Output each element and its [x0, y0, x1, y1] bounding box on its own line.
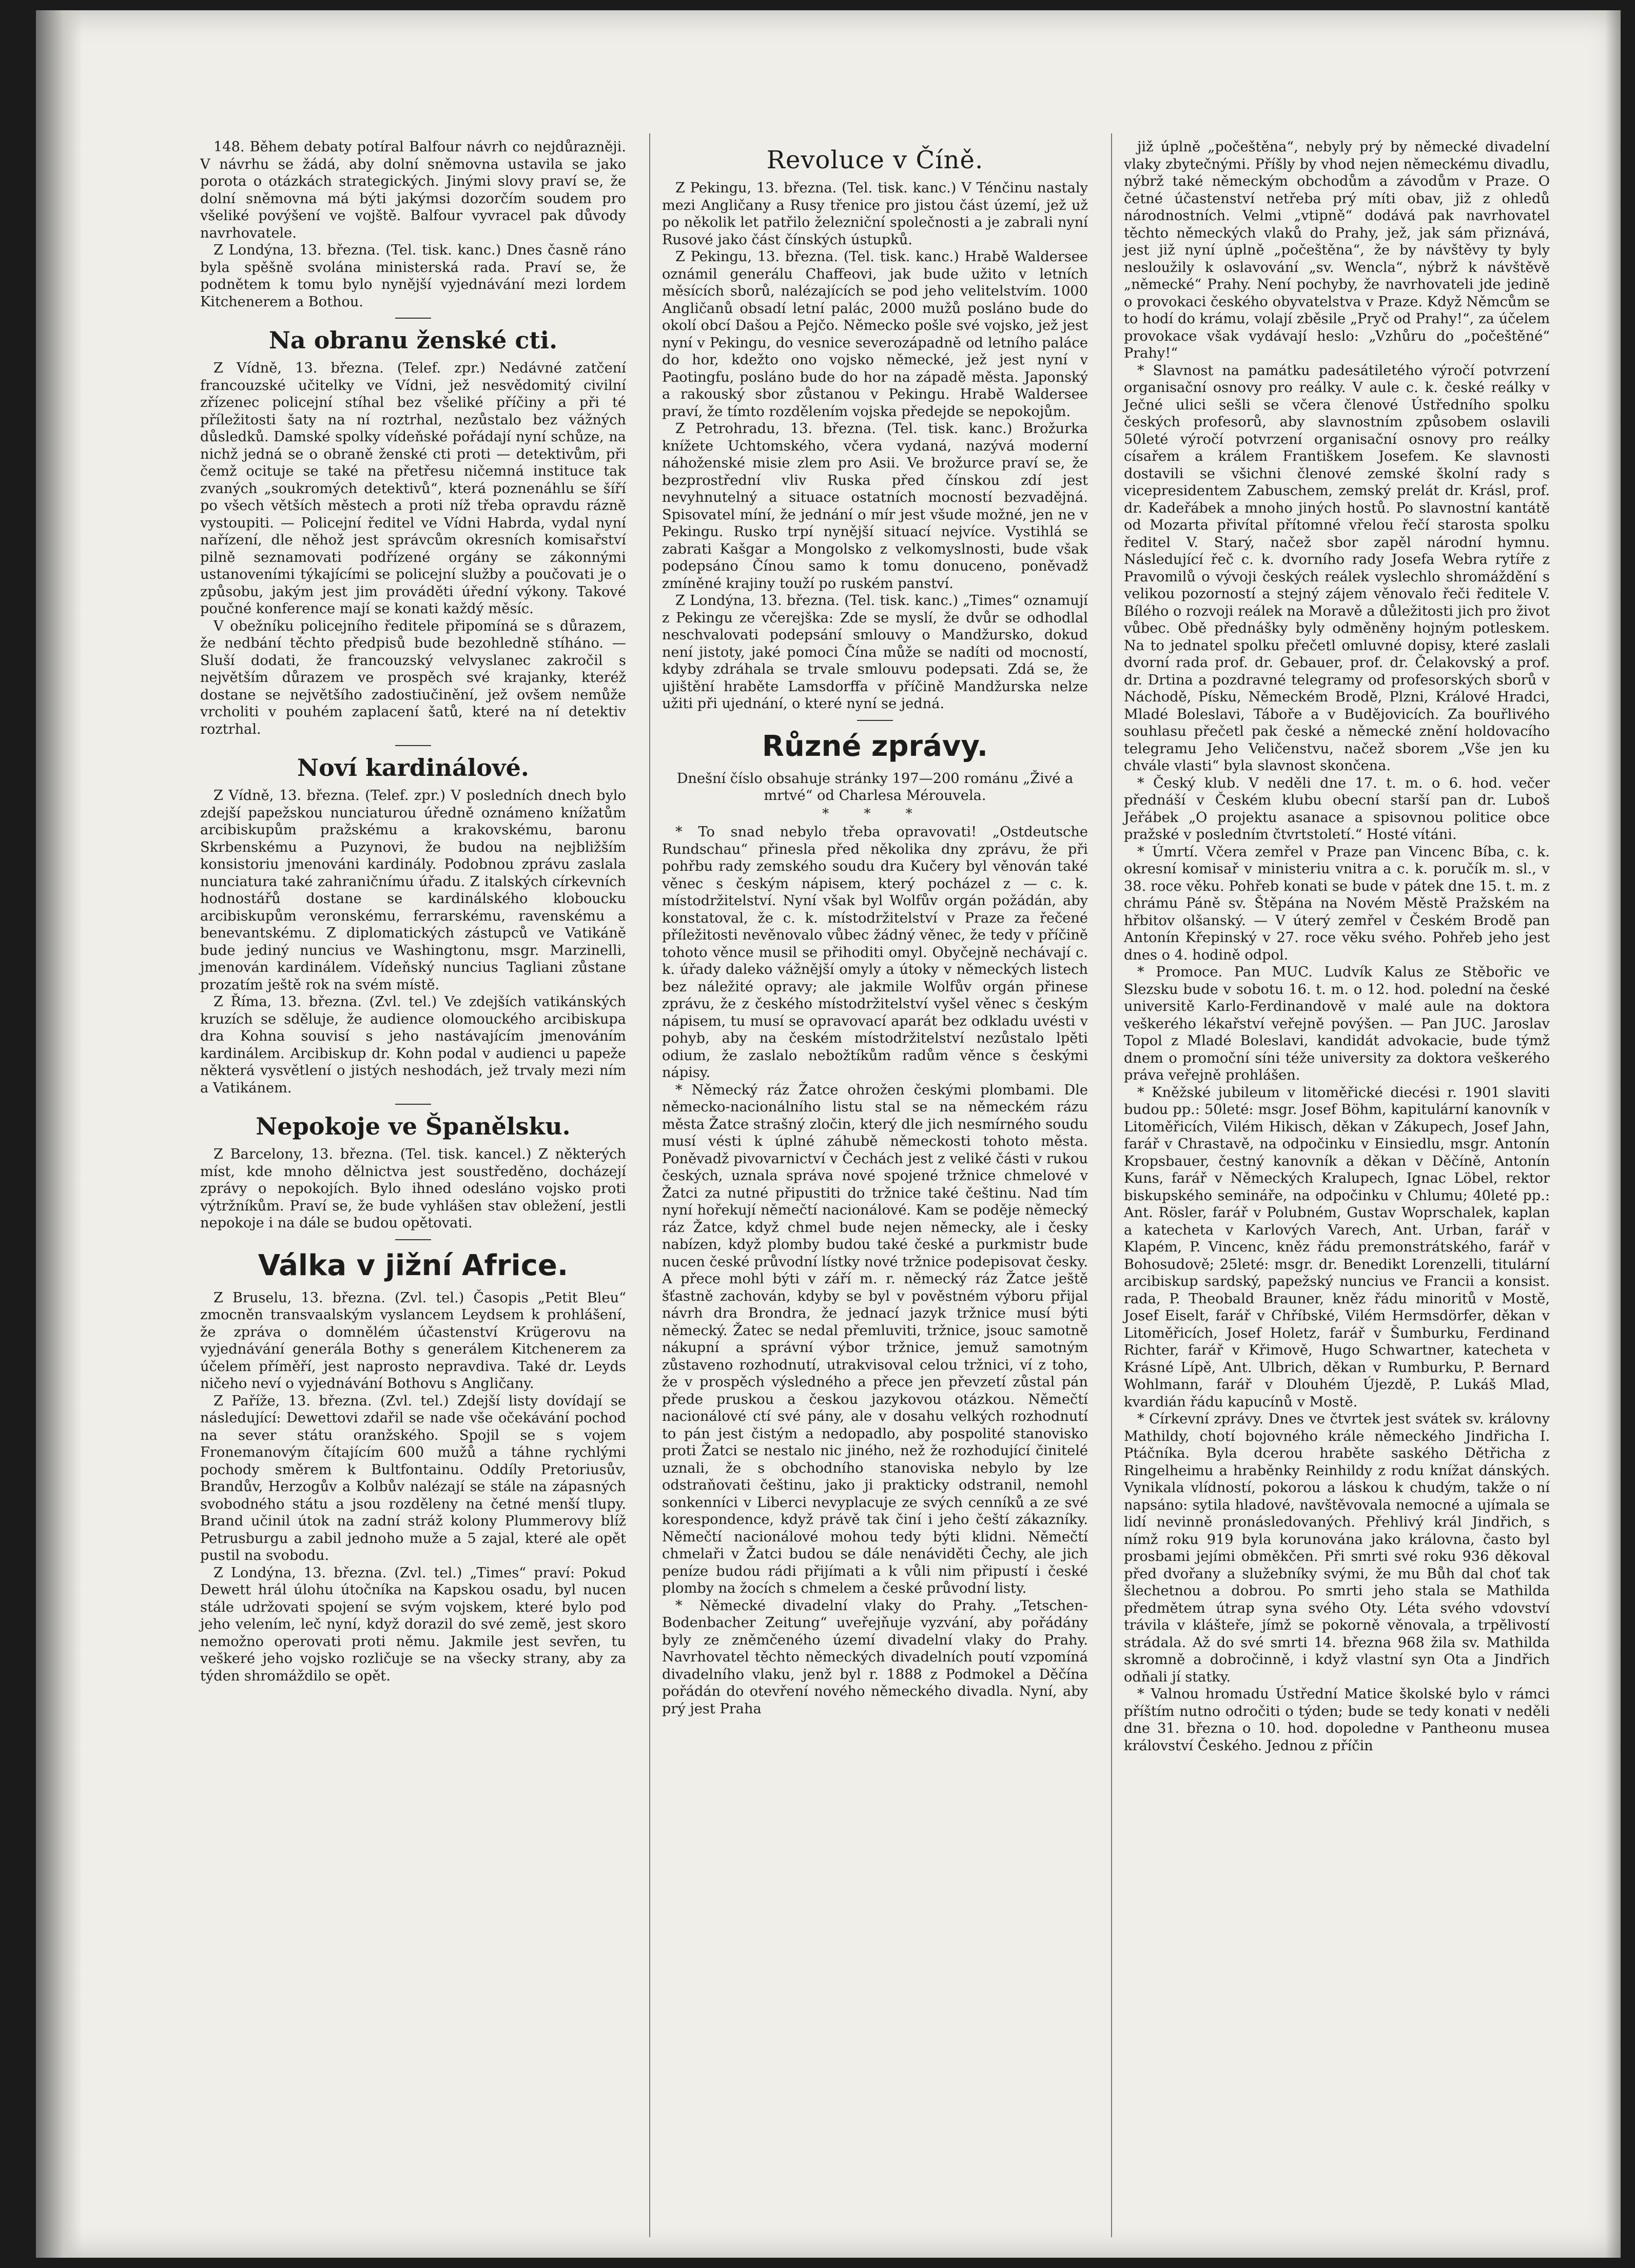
headline-obrana: Na obranu ženské cti. — [268, 326, 558, 354]
article-text: Z Vídně, 13. března. (Telef. zpr.) V posledních dnech bylo zdejší papežskou nunciaturou úředně oznámeno knížatům arcibiskupům pražskému a krakovskému, baronu Skrbenskému a Puzynovi, že budou na nejbližším konsistoriu jmenováni kardinály. Podobnou zprávu zaslala nunciatura také zahraničnímu úřadu. Z italských církevních hodnostářů dostane se kardinálského kloboucku arcibiskupům veronskému, ferrarskému, ravenskému a benevantskému. Z diplomatických zástupců ve Vatikáně bude jediný nuncius ve Washingtonu, msgr. Marzinelli, jmenován kardinálem. Vídeňský nuncius Tagliani zůstane prozatím ještě rok na svém místě. — [200, 788, 626, 993]
article-text: Z Londýna, 13. března. (Tel. tisk. kanc.) „Times“ oznamují z Pekingu ze včerejška: Zde se myslí, že dvůr se odhodlal neschvalovati podepsání smlouvy o Mandžursko, dokud není jistoty, jaké pomoci Čína může se nadíti od mocností, kdyby zdráhala se trvale smlouvu podepsati. Zdá se, že ujištění hraběte Lamsdorffa v příčině Mandžurska nelze užiti při ujednání, o které nyní se jedná. — [662, 593, 1088, 712]
section-divider — [395, 1104, 431, 1105]
article-text: * Německé divadelní vlaky do Prahy. „Tetschen-Bodenbacher Zeitung“ uveřejňuje vyzvání, aby pořádány byly ze zněmčeného území divadelní vlaky do Prahy. Navrhovatel těchto německých divadelních poutí vzpomíná divadelního vlaku, jenž byl r. 1888 z Podmokel a Děčína pořádán do otevření nového německého divadla. Nyní, aby prý jest Praha — [662, 1597, 1088, 1717]
headline-spanelsko: Nepokoje ve Španělsku. — [256, 1112, 571, 1140]
column-1 — [200, 139, 626, 1685]
column-3 — [1124, 139, 1550, 1754]
article-text: * Český klub. V neděli dne 17. t. m. o 6. hod. večer přednáší v Českém klubu obecní starší pan dr. Luboš Jeřábek „O projektu asanace a spisovnou politice obce pražské v posledním čtvrtstoletí.“ Hosté vítáni. — [1124, 775, 1550, 843]
article-text: již úplně „počeštěna“, nebyly prý by německé divadelní vlaky zbytečnými. Příšly by vhod nejen německému divadlu, nýbrž také německým obchodům a závodům v Praze. O četné účastenství netřeba prý míti obav, již z ohledů národnostních. Velmi „vtipně“ dodává pak navrhovatel těchto německých vlaků do Prahy, jež, jak sám přiznává, jest již nyní úplně „počeštěna“, že by návštěvy ty byly nesloužily k oslavování „sv. Wencla“, nýbrž k návštěvě „německé“ Prahy. Není pochyby, že navrhovateli jde jedině o provokaci českého obyvatelstva v Praze. Když Němcům se to hodí do krámu, volají zběsile „Pryč od Prahy!“, za účelem provokace však vydávají heslo: „Vzhůru do „počeštěné“ Prahy!“ — [1124, 139, 1550, 361]
article-text: Z Londýna, 13. března. (Zvl. tel.) „Times“ praví: Pokud Dewett hrál úlohu útočníka na Kapskou osadu, byl nucen stále udržovati spojení se svým vojskem, které bylo pod jeho velením, leč nyní, když dorazil do své země, jest skoro nemožno operovati proti němu. Jakmile jest sevřen, tu veškeré jeho vojsko rozličuje se na všecky strany, aby za týden shromáždilo se opět. — [200, 1565, 626, 1684]
article-text: Z Pekingu, 13. března. (Tel. tisk. kanc.) Hrabě Waldersee oznámil generálu Chaffeovi, jak bude užito v letních měsících sborů, nalézajících se pod jeho velitelstvím. 1000 Angličanů obsadí letní palác, 2000 mužů posláno bude do okolí obcí Dašou a Pejčo. Německo pošle své vojsko, jež jest nyní v Pekingu, do vesnice severozápadně od letního paláce do hor, kdežto ono vojsko německé, jež jest nyní v Paotingfu, posláno bude do hor na západě města. Japonský a rakouský sbor zůstanou v Pekingu. Hrabě Waldersee praví, že tímto rozdělením vojska předejde se nepokojům. — [662, 249, 1088, 420]
article-text: Z Bruselu, 13. března. (Zvl. tel.) Časopis „Petit Bleu“ zmocněn transvaalským vyslancem Leydsem k prohlášení, že zpráva o domnělém účastenství Krügerovu na vyjednávání generála Bothy s generálem Kitchenerem za účelem příměří, jest naprosto nepravdiva. Také dr. Leyds ničeho neví o vyjednávání Bothovu s Angličany. — [200, 1289, 626, 1392]
column-rule-2 — [1111, 133, 1112, 2237]
headline-revoluce: Revoluce v Číně. — [766, 146, 984, 174]
headline-ruzne-zpravy: Různé zprávy. — [762, 729, 988, 763]
section-divider — [395, 318, 431, 319]
article-text: Z Barcelony, 13. března. (Tel. tisk. kancel.) Z některých míst, kde mnoho dělnictva jest soustředěno, docházejí zprávy o nepokojích. Bylo ihned odesláno vojsko proti výtržníkům. Praví se, že bude vyhlášen stav obležení, jestli nepokoje i na dále se budou opětovati. — [200, 1146, 626, 1231]
headline-kardinalove: Noví kardinálové. — [297, 754, 529, 781]
article-text: Z Londýna, 13. března. (Tel. tisk. kanc.) Dnes časně ráno byla spěšně svolána ministerská rada. Praví se, že podnětem k tomu bylo nynější vyjednávání mezi lordem Kitchenerem a Bothou. — [200, 242, 626, 310]
page-edge-shadow — [1605, 10, 1621, 2258]
article-text: Z Petrohradu, 13. března. (Tel. tisk. kanc.) Brožurka knížete Uchtomského, včera vydaná, nazývá moderní náhoženské misie zlem pro Asii. Ve brožurce praví se, že bezprostřední vliv Ruska před čínskou zdí jest nevyhnutelný a situace ostatních mocností bezvadějná. Spisovatel míní, že jednání o mír jest všude možné, jen ne v Pekingu. Rusko trpí nynější situací nejvíce. Vystihlá se zabrati Kašgar a Mongolsko z velkomyslnosti, bude však podepsáno Čínou samo k tomu donuceno, poněvadž zmíněné krajiny touží po ruském panství. — [662, 421, 1088, 592]
headline-valka: Válka v jižní Africe. — [258, 1248, 569, 1282]
article-text: * Církevní zprávy. Dnes ve čtvrtek jest svátek sv. královny Mathildy, chotí bojovného krále německého Jindřicha I. Ptáčníka. Byla dcerou hraběte saského Dětřicha z Ringelheimu a hraběnky Reinhildy z rodu knížat dánských. Vynikala vlídností, pokorou a láskou k chudým, takže o ní napsáno: sytila hladové, navštěvovala nemocné a ujímala se lidí nevinně pronásledovaných. Přehlivý král Jindřich, s nímž roku 919 byla korunována jako královna, často byl prosbami jejími obměkčen. Při smrti své roku 936 děkoval před dvořany a služebníky svými, že mu Bůh dal choť tak šlechetnou a dobrou. Po smrti jeho stala se Mathilda předmětem útrap syna svého Oty. Léta svého vdovství trávila v klášteře, jímž se pokorně věnovala, a trpělivostí strádala. Až do své smrti 14. března 968 žila sv. Mathilda skromně a dobročinně, i když vlastní syn Ota a Jindřich odňali jí statky. — [1124, 1411, 1550, 1685]
asterism: * * * — [822, 806, 928, 822]
section-divider — [857, 720, 893, 721]
article-text: Z Pekingu, 13. března. (Tel. tisk. kanc.) V Ténčinu nastaly mezi Angličany a Rusy třenice pro jistou část území, jež už po několik let patřilo železniční společnosti a je zabrali nyní Rusové jako část čínských ústupků. — [662, 180, 1088, 248]
column-rule-1 — [649, 133, 650, 2237]
article-text: * To snad nebylo třeba opravovati! „Ostdeutsche Rundschau“ přinesla před několika dny zprávu, že při pohřbu rady zemského soudu dra Kučery byl věnován také věnec s českým nápisem, který pocházel z — c. k. místodržitelství. Nyní však byl Wolfův orgán požádán, aby konstatoval, že c. k. místodržitelství v Praze za řečené příležitosti nevěnovalo vůbec žádný věnec, že tedy v příčině tohoto věnce musil se přihoditi omyl. Obyčejně nechávají c. k. úřady daleko vážnější omyly a útoky v německých listech bez náležité opravy; ale jakmile Wolfův orgán přinese zprávu, že z českého místodržitelství vyšel věnec s českým nápisem, tu musí se opravovací aparát bez odkladu uvésti v pohyb, aby na českém místodržitelství nezůstalo lpěti odium, že zaslalo nebožtíkům radům věnce s českými nápisy. — [662, 824, 1088, 1081]
section-divider — [395, 1239, 431, 1240]
article-text: * Promoce. Pan MUC. Ludvík Kalus ze Stěbořic ve Slezsku bude v sobotu 16. t. m. o 12. hod. polední na české universitě Karlo-Ferdinandově v malé aule na doktora veškerého lékařství veřejně povýšen. — Pan JUC. Jaroslav Topol z Mladé Boleslavi, kandidát advokacie, bude týmž dnem o promoční síni téže university za doktora veškerého práva veřejně prohlášen. — [1124, 964, 1550, 1083]
article-text: * Kněžské jubileum v litoměřické diecési r. 1901 slaviti budou pp.: 50leté: msgr. Josef Böhm, kapitulární kanovník v Litoměřicích, Vilém Hikisch, děkan v Zákupech, Josef Jahn, farář v Chrastavě, na odpočinku v Einsiedlu, msgr. Antonín Kropsbauer, čestný kanovník a děkan v Děčíně, Antonín Kuns, farář v Německých Kralupech, Ignac Löbel, rektor biskupského semináře, na odpočinku v Chlumu; 40leté pp.: Ant. Rösler, farář v Polubném, Gustav Woprschalek, kaplan a katecheta v Karlových Varech, Ant. Urban, farář v Klapém, P. Vincenc, kněz řádu premonstrátského, farář v Bohosudově; 25leté: msgr. dr. Benedikt Lorenzelli, titulární arcibiskup sardský, papežský nuncius ve Francii a konsist. rada, P. Theobald Brauner, kněz řádu minoritů v Mostě, Josef Eiselt, farář v Chříbské, Vilém Hermsdörfer, děkan v Litoměřicích, Josef Holetz, farář v Šumburku, Ferdinand Richter, farář v Křimově, Hugo Schwartner, katecheta v Krásné Lípě, Ant. Ulbrich, děkan v Rumburku, P. Bernard Wohlmann, farář v Dlouhém Újezdě, P. Lukáš Mlad, kvardián řádu kapucínů v Mostě. — [1124, 1084, 1550, 1410]
article-text: * Úmrtí. Včera zemřel v Praze pan Vincenc Bíba, c. k. okresní komisař v ministeriu vnitra a c. k. poručík m. sl., v 38. roce věku. Pohřeb konati se bude v pátek dne 15. t. m. z chrámu Páně sv. Štěpána na Novém Městě Pražském na hřbitov olšanský. — V úterý zemřel v Českém Brodě pan Antonín Křepinský v 27. roce věku svého. Pohřeb jeho jest dnes o 4. hodině odpol. — [1124, 844, 1550, 963]
article-lead: Dnešní číslo obsahuje stránky 197—200 románu „Živé a mrtvé“ od Charlesa Mérouvela. — [676, 770, 1074, 804]
article-text: * Německý ráz Žatce ohrožen českými plombami. Dle německo-nacionálního listu stal se na německém rázu města Žatce strašný zločin, který dle jich nesmírného soudu musí vésti k úplné záhubě německosti tohoto města. Poněvadž pivovarnictví v Čechách jest z veliké části v rukou českých, uznala správa nové spojené tržnice chmelové v Žatci za nutné připustiti do tržnice také češtinu. Nad tím nyní hořekují němečtí nacionálové. Kam se poděje německý ráz Žatce, když chmel bude nejen německy, ale i česky nabízen, když plomby budou také české a purkmistr bude nucen české průvodní lístky nové tržnice podepisovat česky. A přece mohl býti v září m. r. německý ráz Žatce ještě šťastně zachován, kdyby se byl v pověstném výboru přijal návrh dra Brondra, že jednací jazyk tržnice musí býti německý. Žatec se nedal přemluviti, tržnice, jsouc samotně nákupní a správní výbor tržnice, jemuž samotným zůstaveno rozhodnutí, utrakvisoval celou tržnici, ví z toho, že v prospěch výsledného a přece jen převzetí zůstal pán přede pruskou a českou jazykovou otázkou. Němečtí nacionálové ctí své pány, ale v dosahu velkých rozhodnutí to pán jest čistým a nedopadlo, aby pospolité stanovisko proti Žatci se nestalo nic jiného, než že rozhodující činitelé uznali, že s obchodního stanoviska nebylo by lze odstraňovati češtinu, jako ji prakticky odstranil, nemohl sonkenníci v Liberci nevyplacuje ze svých cenníků a ze své korespondence, když právě tak činí i jeho čeští zákazníky. Němečtí nacionálové mohou tedy býti klidni. Němečtí chmelaři v Žatci budou se dále nenáviděti Čechy, ale jich peníze budou rádi přijímati a k vůli nim připustí i české plomby na žocích s chmelem a české průvodní listy. — [662, 1082, 1088, 1596]
article-text: V obežníku policejního ředitele připomíná se s důrazem, že nedbání těchto předpisů bude bezohledně stíháno. — Sluší dodati, že francouzský velvyslanec zakročil s největším důrazem ve prospěch své krajanky, kteréž dostane se největšího zadostiučinění, jež ovšem nemůže vrcholiti v pouhém zaplacení šatů, které na ní detektiv roztrhal. — [200, 618, 626, 737]
section-divider — [395, 745, 431, 746]
article-text: * Valnou hromadu Ústřední Matice školské bylo v rámci příštím nutno odročiti o týden; bude se tedy konati v neděli dne 31. března o 10. hod. dopoledne v Pantheonu musea království Českého. Jednou z příčin — [1124, 1686, 1550, 1754]
newspaper-page — [36, 10, 1621, 2258]
page-gutter-shadow — [36, 10, 82, 2258]
article-text: 148. Během debaty potíral Balfour návrh co nejdůrazněji. V návrhu se žádá, aby dolní sněmovna ustavila se jako porota o otázkách strategických. Jinými slovy praví se, že dolní sněmovna má býti jakýmsi dozorčím soudem pro všeliké povýšení ve vojště. Balfour vyvracel pak důvody navrhovatele. — [200, 139, 626, 241]
article-text: Z Paříže, 13. března. (Zvl. tel.) Zdejší listy dovídají se následující: Dewettovi zdařil se nade vše očekávání pochod na sever státu oranžského. Spojil se s vojem Fronemanovým čítajícím 600 mužů a táhne rychlými pochody směrem k Bultfontainu. Oddíly Pretoriusův, Brandův, Herzogův a Kolbův nalézají se stále na zápasných svobodného státu a jsou rozděleny na četné menší tlupy. Brand učinil útok na zadní stráž kolony Plummerovy blíž Petrusburgu a zabil jednoho muže a 5 zajal, které ale opět pustil na svobodu. — [200, 1393, 626, 1563]
column-2 — [662, 139, 1088, 1717]
article-text: Z Vídně, 13. března. (Telef. zpr.) Nedávné zatčení francouzské učitelky ve Vídni, jež nesvědomitý civilní zřízenec policejní stíhal bez všeliké příčiny a při té příležitosti šaty na ní roztrhal, nezůstalo bez vážných důsledků. Damské spolky vídeňské pořádají nyní schůze, na nichž jedná se o obraně ženské cti proti — detektivům, při čemž ocituje se také na přetřesu ničemná instituce tak zvaných „soukromých detektivů“, která poznenáhlu se šíří po všech větších městech a proti níž třeba opravdu rázně vystoupiti. — Policejní ředitel ve Vídni Habrda, vydal nyní nařízení, dle něhož jest správcům okresních komisařství pilně seznamovati podřízené orgány se zákonnými ustanoveními týkajícími se policejní služby a poučovati je o způsobu, jakým jest jim prováděti úřední výkony. Takové poučné konference mají se konati každý měsíc. — [200, 360, 626, 617]
article-text: * Slavnost na památku padesátiletého výročí potvrzení organisační osnovy pro reálky. V aule c. k. české reálky v Ječné ulici sešli se včera členové Ústředního spolku českých profesorů, aby slavnostním způsobem oslavili 50leté výročí potvrzení organisační osnovy pro reálky císařem a králem Františkem Josefem. Ke slavnosti dostavili se všichni členové zemské školní rady s vicepresidentem Zabuschem, zemský prelát dr. Krásl, prof. dr. Kadeřábek a mnoho jiných hostů. Po slavnostní kantátě od Mozarta přivítal přítomné vřelou řečí starosta spolku ředitel V. Starý, načež sbor zapěl národní hymnu. Následující řeč c. k. dvorního rady Josefa Webra rytíře z Pravomilů o vývoji českých reálek vyslechlo shromáždění s velikou pozorností a stejný zájem věnovalo řeči ředitele V. Bílého o rozvoji reálek na Moravě a důležitosti jich pro život vůbec. Obě přednášky byly odměněny hojným potleskem. Na to jednatel spolku přečetl omluvné dopisy, které zaslali dvorní rada prof. dr. Gebauer, prof. dr. Čelakovský a prof. dr. Drtina a pozdravné telegramy od profesorských sborů v Náchodě, Písku, Německém Brodě, Plzni, Králové Hradci, Mladé Boleslavi, Táboře a v Budějovicích. Za bouřlivého souhlasu přečetl pak české a německé znění holdovacího telegramu Jeho Veličenstvu, načež sborem „Vše jen ku chvále vlasti“ byla slavnost skončena. — [1124, 362, 1550, 774]
article-text: Z Říma, 13. března. (Zvl. tel.) Ve zdejších vatikánských kruzích se sděluje, že audience olomouckého arcibiskupa dra Kohna souvisí s jeho nastávajícím jmenováním kardinálem. Arcibiskup dr. Kohn podal v audienci u papeže některá vysvětlení o jistých neshodách, jež trvaly mezi ním a Vatikánem. — [200, 994, 626, 1096]
